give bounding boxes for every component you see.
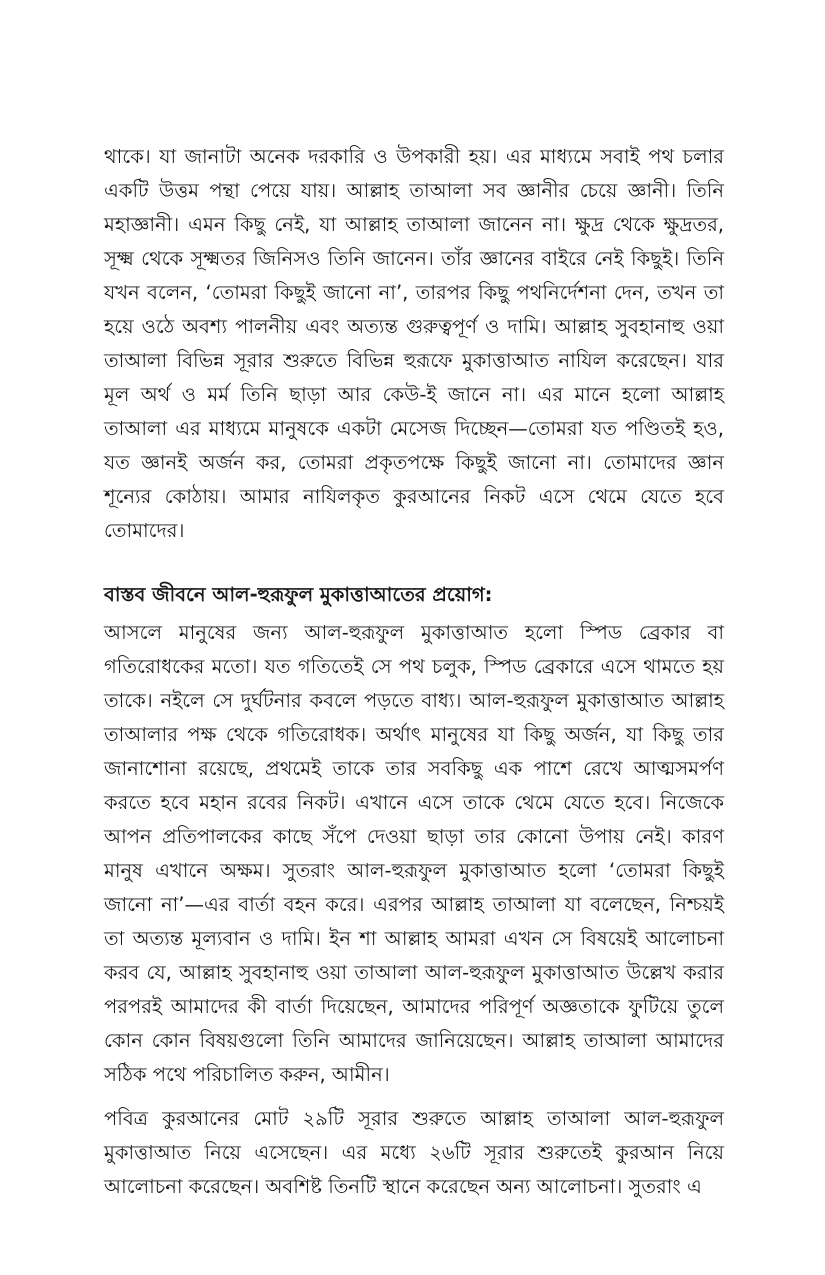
body-paragraph: পবিত্র কুরআনের মোট ২৯টি সূরার শুরুতে আল্লাহ তাআলা আল-হুরূফুল মুকাত্তাআত নিয়ে এসেছেন। এর মধ্যে ২৬টি সূরার শুরুতেই কুরআন নিয়ে আলোচনা করেছেন। অবশিষ্ট তিনটি স্থানে করেছেন অন্য আলোচনা। সুতরাং এ (104, 1107, 724, 1198)
body-paragraph: থাকে। যা জানাটা অনেক দরকারি ও উপকারী হয়। এর মাধ্যমে সবাই পথ চলার একটি উত্তম পন্থা পেয়ে যায়। আল্লাহ তাআলা সব জ্ঞানীর চেয়ে জ্ঞানী। তিনি মহাজ্ঞানী। এমন কিছু নেই, যা আল্লাহ তাআলা জানেন না। ক্ষুদ্র থেকে ক্ষুদ্রতর, সূক্ষ্ম থেকে সূক্ষ্মতর জিনিসও তিনি জানেন। তাঁর জ্ঞানের বাইরে নেই কিছুই। তিনি যখন বলেন, ‘তোমরা কিছুই জানো না’, তারপর কিছু পথনির্দেশনা দেন, তখন তা হয়ে ওঠে অবশ্য পালনীয় এবং অত্যন্ত গুরুত্বপূর্ণ ও দামি। আল্লাহ সুবহানাহু ওয়া তাআলা বিভিন্ন সূরার শুরুতে বিভিন্ন হুরূফে মুকাত্তাআত নাযিল করেছেন। যার মূল অর্থ ও মর্ম তিনি ছাড়া আর কেউ-ই জানে না। এর মানে হলো আল্লাহ তাআলা এর মাধ্যমে মানুষকে একটা মেসেজ দিচ্ছেন—তোমরা যত পণ্ডিতই হও, যত জ্ঞানই অর্জন কর, তোমরা প্রকৃতপক্ষে কিছুই জানো না। তোমাদের জ্ঞান শূন্যের কোঠায়। আমার নাযিলকৃত কুরআনের নিকট এসে থেমে যেতে হবে তোমাদের। (104, 145, 724, 542)
section-heading: বাস্তব জীবনে আল-হুরূফুল মুকাত্তাআতের প্রয়োগ: (104, 583, 493, 606)
page-content (104, 140, 724, 1204)
body-paragraph: আসলে মানুষের জন্য আল-হুরূফুল মুকাত্তাআত হলো স্পিড ব্রেকার বা গতিরোধকের মতো। যত গতিতেই সে পথ চলুক, স্পিড ব্রেকারে এসে থামতে হয় তাকে। নইলে সে দুর্ঘটনার কবলে পড়তে বাধ্য। আল-হুরূফুল মুকাত্তাআত আল্লাহ তাআলার পক্ষ থেকে গতিরোধক। অর্থাৎ মানুষের যা কিছু অর্জন, যা কিছু তার জানাশোনা রয়েছে, প্রথমেই তাকে তার সবকিছু এক পাশে রেখে আত্মসমর্পণ করতে হবে মহান রবের নিকট। এখানে এসে তাকে থেমে যেতে হবে। নিজেকে আপন প্রতিপালকের কাছে সঁপে দেওয়া ছাড়া তার কোনো উপায় নেই। কারণ মানুষ এখানে অক্ষম। সুতরাং আল-হুরূফুল মুকাত্তাআত হলো ‘তোমরা কিছুই জানো না’—এর বার্তা বহন করে। এরপর আল্লাহ তাআলা যা বলেছেন, নিশ্চয়ই তা অত্যন্ত মূল্যবান ও দামি। ইন শা আল্লাহ আমরা এখন সে বিষয়েই আলোচনা করব যে, আল্লাহ সুবহানাহু ওয়া তাআলা আল-হুরূফুল মুকাত্তাআত উল্লেখ করার পরপরই আমাদের কী বার্তা দিয়েছেন, আমাদের পরিপূর্ণ অজ্ঞতাকে ফুটিয়ে তুলে কোন কোন বিষয়গুলো তিনি আমাদের জানিয়েছেন। আল্লাহ তাআলা আমাদের সঠিক পথে পরিচালিত করুন, আমীন। (104, 621, 724, 1086)
